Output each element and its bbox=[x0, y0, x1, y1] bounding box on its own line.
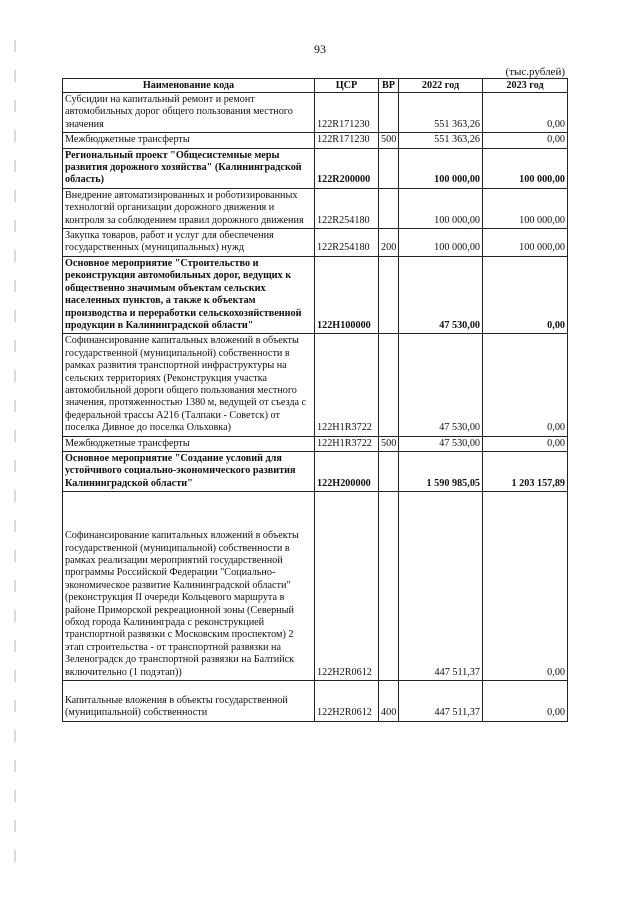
header-csr: ЦСР bbox=[315, 79, 379, 93]
table-row bbox=[63, 256, 568, 333]
cell-name: Софинансирование капитальных вложений в объекты государственной (муниципальной) собственности в рамках реализации мероприятий государственной программы Российской Федерации "Социально-экономическое развитие Калининградской области"(реконструкция II очереди Кольцевого маршрута в районе Приморской рекреационной зоны (Северный обход города Калининграда с реконструкцией транспортной развязки с Московским проспектом) 2 этап строительства - от транспортной развязки на Зеленоградск до транспортной развязки на Балтийск включительно (1 подэтап)) bbox=[63, 492, 315, 681]
cell-csr: 122H1R3722 bbox=[315, 436, 379, 451]
table-row bbox=[63, 492, 568, 681]
cell-vr: 500 bbox=[379, 133, 399, 148]
units-label: (тыс.рублей) bbox=[505, 66, 565, 78]
cell-vr: 500 bbox=[379, 436, 399, 451]
cell-vr bbox=[379, 256, 399, 333]
table-header-row bbox=[63, 79, 568, 93]
cell-csr: 122H2R0612 bbox=[315, 681, 379, 722]
cell-2022: 47 530,00 bbox=[399, 256, 483, 333]
cell-name: Капитальные вложения в объекты государственной (муниципальной) собственности bbox=[63, 681, 315, 722]
table-row bbox=[63, 148, 568, 188]
cell-vr bbox=[379, 492, 399, 681]
cell-name: Основное мероприятие "Строительство и реконструкция автомобильных дорог, ведущих к общественно значимым объектам сельских населенных пунктов, а также к объектам производства и переработки сельскохозяйственной продукции в Калининградской области" bbox=[63, 256, 315, 333]
cell-name: Региональный проект "Общесистемные меры развития дорожного хозяйства" (Калининградской область) bbox=[63, 148, 315, 188]
header-2022: 2022 год bbox=[399, 79, 483, 93]
cell-csr: 122H100000 bbox=[315, 256, 379, 333]
cell-2022: 551 363,26 bbox=[399, 93, 483, 133]
cell-2022: 100 000,00 bbox=[399, 188, 483, 228]
cell-vr bbox=[379, 188, 399, 228]
table-row bbox=[63, 93, 568, 133]
cell-2022: 100 000,00 bbox=[399, 148, 483, 188]
cell-csr: 122R171230 bbox=[315, 93, 379, 133]
header-2023: 2023 год bbox=[483, 79, 568, 93]
cell-2023: 100 000,00 bbox=[483, 229, 568, 257]
cell-csr: 122H1R3722 bbox=[315, 334, 379, 436]
cell-2023: 0,00 bbox=[483, 93, 568, 133]
cell-2023: 0,00 bbox=[483, 492, 568, 681]
cell-vr: 200 bbox=[379, 229, 399, 257]
cell-vr bbox=[379, 334, 399, 436]
cell-name: Субсидии на капитальный ремонт и ремонт автомобильных дорог общего пользования местного значения bbox=[63, 93, 315, 133]
table-row bbox=[63, 133, 568, 148]
table-row bbox=[63, 436, 568, 451]
table-row bbox=[63, 334, 568, 436]
header-vr: ВР bbox=[379, 79, 399, 93]
table-row bbox=[63, 188, 568, 228]
cell-2022: 47 530,00 bbox=[399, 334, 483, 436]
table-row bbox=[63, 451, 568, 491]
cell-vr: 400 bbox=[379, 681, 399, 722]
cell-2023: 0,00 bbox=[483, 334, 568, 436]
cell-vr bbox=[379, 93, 399, 133]
cell-csr: 122R200000 bbox=[315, 148, 379, 188]
cell-2022: 100 000,00 bbox=[399, 229, 483, 257]
cell-name: Закупка товаров, работ и услуг для обеспечения государственных (муниципальных) нужд bbox=[63, 229, 315, 257]
cell-vr bbox=[379, 451, 399, 491]
cell-csr: 122H2R0612 bbox=[315, 492, 379, 681]
cell-2022: 47 530,00 bbox=[399, 436, 483, 451]
cell-name: Межбюджетные трансферты bbox=[63, 133, 315, 148]
cell-2022: 551 363,26 bbox=[399, 133, 483, 148]
cell-name: Основное мероприятие "Создание условий для устойчивого социально-экономического развития Калининградской области" bbox=[63, 451, 315, 491]
table-body bbox=[63, 93, 568, 722]
budget-table bbox=[62, 78, 568, 722]
cell-csr: 122H200000 bbox=[315, 451, 379, 491]
scan-edge-artifact bbox=[14, 40, 16, 870]
cell-2023: 100 000,00 bbox=[483, 148, 568, 188]
cell-2023: 0,00 bbox=[483, 133, 568, 148]
header-name: Наименование кода bbox=[63, 79, 315, 93]
cell-2022: 447 511,37 bbox=[399, 681, 483, 722]
cell-2022: 447 511,37 bbox=[399, 492, 483, 681]
cell-2023: 0,00 bbox=[483, 436, 568, 451]
cell-name: Внедрение автоматизированных и роботизированных технологий организации дорожного движения и контроля за соблюдением правил дорожного движения bbox=[63, 188, 315, 228]
cell-csr: 122R171230 bbox=[315, 133, 379, 148]
cell-2022: 1 590 985,05 bbox=[399, 451, 483, 491]
table-row bbox=[63, 229, 568, 257]
cell-2023: 0,00 bbox=[483, 256, 568, 333]
cell-2023: 100 000,00 bbox=[483, 188, 568, 228]
table-row bbox=[63, 681, 568, 722]
cell-name: Софинансирование капитальных вложений в объекты государственной (муниципальной) собственности в рамках развития транспортной инфраструктуры на сельских территориях (Реконструкция участка автомобильной дороги общего пользования местного значения, протяженностью 1380 м, ведущей от съезда с федеральной трассы А216 (Талпаки - Советск) от поселка Дивное до поселка Ольховка) bbox=[63, 334, 315, 436]
cell-csr: 122R254180 bbox=[315, 188, 379, 228]
page-number: 93 bbox=[314, 42, 326, 56]
cell-csr: 122R254180 bbox=[315, 229, 379, 257]
cell-name: Межбюджетные трансферты bbox=[63, 436, 315, 451]
cell-vr bbox=[379, 148, 399, 188]
cell-2023: 1 203 157,89 bbox=[483, 451, 568, 491]
cell-2023: 0,00 bbox=[483, 681, 568, 722]
